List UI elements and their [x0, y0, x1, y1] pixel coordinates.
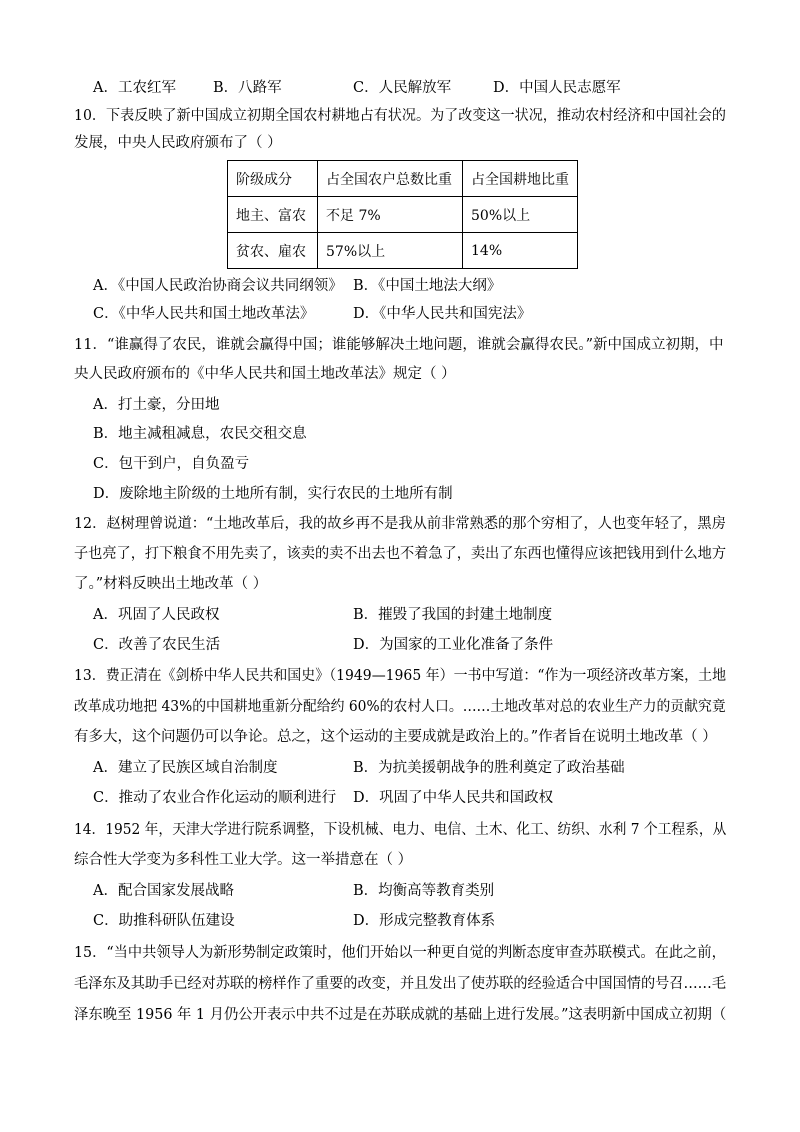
- q12-option-a: A．巩固了人民政权: [93, 607, 220, 623]
- q12-stem-line-2: 子也亮了，打下粮食不用先卖了，该卖的卖不出去也不着急了，卖出了东西也懂得应该把钱用到什么地方: [74, 546, 726, 562]
- q13-stem-line-3: 有多大，这个问题仍可以争论。总之，这个运动的主要成就是政治上的。”作者旨在说明土地改革（ ）: [74, 729, 717, 745]
- table-cell: 14%: [463, 233, 578, 269]
- q14-option-a: A．配合国家发展战略: [93, 883, 234, 899]
- q10-option-a: A．《中国人民政治协商会议共同纲领》: [93, 278, 343, 294]
- land-ownership-table: [227, 160, 578, 269]
- q11-stem-line-1: 11．“谁赢得了农民，谁就会赢得中国；谁能够解决土地问题，谁就会赢得农民。”新中国成立初期，中: [74, 337, 724, 353]
- table-cell: 50%以上: [463, 197, 578, 233]
- q13-option-b: B．为抗美援朝战争的胜利奠定了政治基础: [353, 760, 625, 776]
- q13-option-a: A．建立了民族区域自治制度: [93, 760, 278, 776]
- table-header-cell: 阶级成分: [228, 161, 318, 197]
- table-cell: 贫农、雇农: [228, 233, 318, 269]
- q15-stem-line-2: 毛泽东及其助手已经对苏联的榜样作了重要的改变，并且发出了使苏联的经验适合中国国情的号召……毛: [74, 976, 726, 992]
- q14-option-c: C．助推科研队伍建设: [93, 913, 235, 929]
- q14-option-b: B．均衡高等教育类别: [353, 883, 495, 899]
- q13-stem-line-1: 13．费正清在《剑桥中华人民共和国史》（1949—1965 年）一书中写道：“作为一项经济改革方案，土地: [74, 668, 727, 684]
- q13-stem-line-2: 改革成功地把 43%的中国耕地重新分配给约 60%的农村人口。……土地改革对总的农业生产力的贡献究竟: [74, 699, 726, 715]
- q14-option-d: D．形成完整教育体系: [353, 913, 496, 929]
- q10-option-d: D．《中华人民共和国宪法》: [353, 306, 532, 322]
- q12-option-c: C．改善了农民生活: [93, 637, 221, 653]
- q14-stem-line-2: 综合性大学变为多科性工业大学。这一举措意在（ ）: [74, 852, 413, 868]
- q11-option-c: C．包干到户，自负盈亏: [93, 456, 250, 472]
- q14-stem-line-1: 14．1952 年，天津大学进行院系调整，下设机械、电力、电信、土木、化工、纺织、水利 7 个工程系，从: [74, 822, 727, 838]
- table-header-row: [228, 161, 578, 197]
- q11-option-d: D．废除地主阶级的土地所有制，实行农民的土地所有制: [93, 486, 453, 502]
- q15-stem-line-3: 泽东晚至 1956 年 1 月仍公开表示中共不过是在苏联成就的基础上进行发展。”这表明新中国成立初期（: [74, 1007, 727, 1023]
- q10-option-c: C．《中华人民共和国土地改革法》: [93, 306, 315, 322]
- q10-option-b: B．《中国土地法大纲》: [353, 278, 502, 294]
- q10-stem-line-2: 发展，中央人民政府颁布了（ ）: [74, 135, 282, 151]
- q9-option-c: C．人民解放军: [353, 80, 452, 96]
- table-header-cell: 占全国农户总数比重: [318, 161, 463, 197]
- table-cell: 不足 7%: [318, 197, 463, 233]
- q13-option-d: D．巩固了中华人民共和国政权: [353, 790, 554, 806]
- table-row: [228, 233, 578, 269]
- q12-option-d: D．为国家的工业化准备了条件: [353, 637, 554, 653]
- q12-stem-line-1: 12．赵树理曾说道：“土地改革后，我的故乡再不是我从前非常熟悉的那个穷相了，人也变年轻了，黑房: [74, 516, 726, 532]
- q9-option-a: A．工农红军: [93, 80, 176, 96]
- q15-stem-line-1: 15．“当中共领导人为新形势制定政策时，他们开始以一种更自觉的判断态度审查苏联模式。在此之前，: [74, 945, 726, 961]
- q11-option-b: B．地主减租减息，农民交租交息: [93, 426, 307, 442]
- q10-stem-line-1: 10．下表反映了新中国成立初期全国农村耕地占有状况。为了改变这一状况，推动农村经济和中国社会的: [74, 108, 726, 124]
- table-row: [228, 197, 578, 233]
- table-header-cell: 占全国耕地比重: [463, 161, 578, 197]
- q12-option-b: B．摧毁了我国的封建土地制度: [353, 607, 553, 623]
- q9-option-b: B．八路军: [213, 80, 282, 96]
- table-cell: 57%以上: [318, 233, 463, 269]
- q11-stem-line-2: 央人民政府颁布的《中华人民共和国土地改革法》规定（ ）: [74, 366, 456, 382]
- q9-option-d: D．中国人民志愿军: [493, 80, 621, 96]
- table-cell: 地主、富农: [228, 197, 318, 233]
- q11-option-a: A．打土豪，分田地: [93, 397, 220, 413]
- q12-stem-line-3: 了。”材料反映出土地改革（ ）: [74, 576, 268, 592]
- q13-option-c: C．推动了农业合作化运动的顺利进行: [93, 790, 337, 806]
